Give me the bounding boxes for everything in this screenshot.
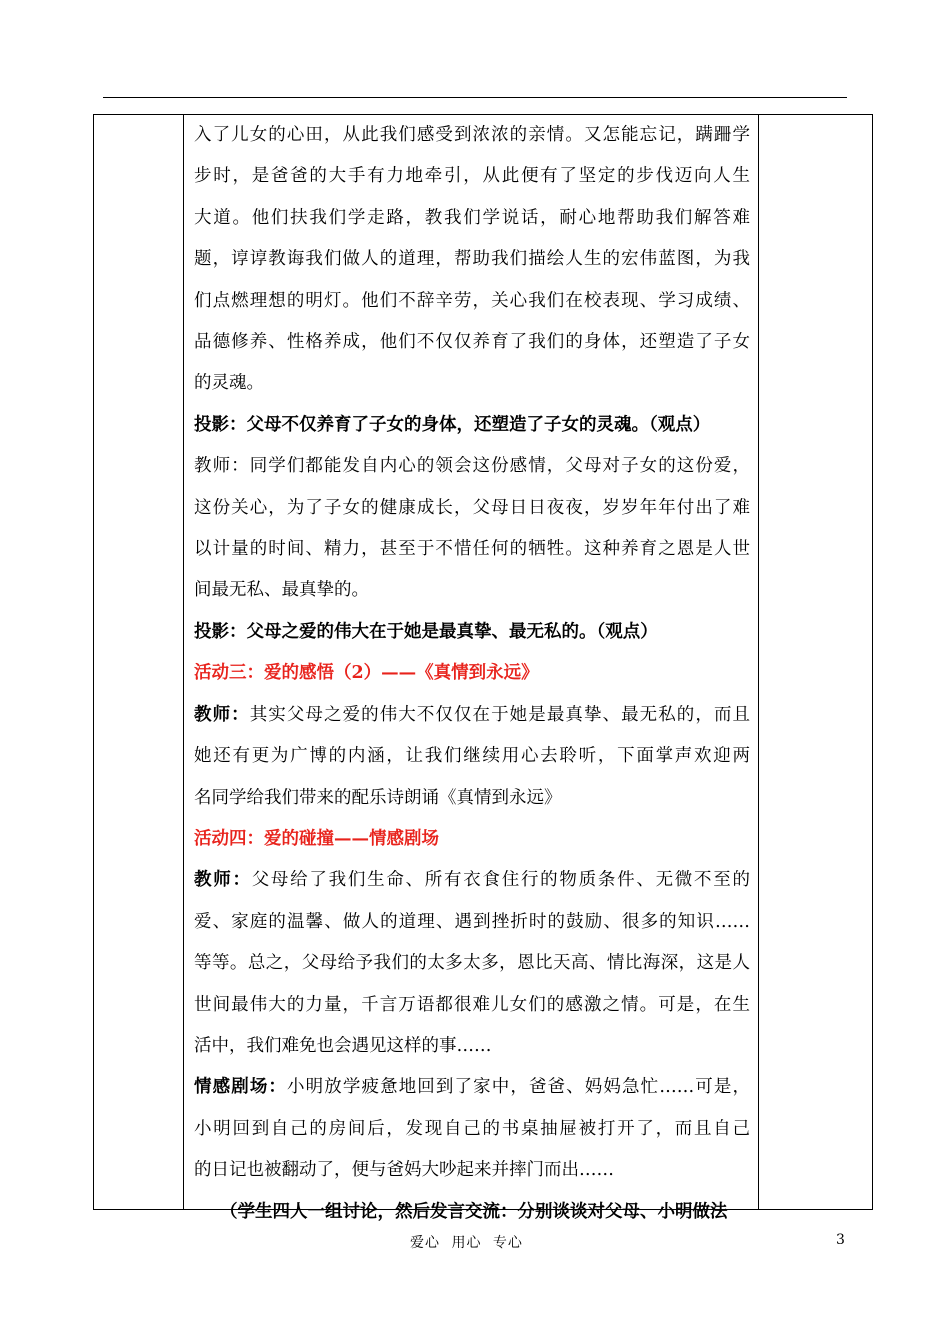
line-text: 世间最伟大的力量，千言万语都很难儿女们的感激之情。可是，在生 xyxy=(194,994,750,1015)
line-text: 等等。总之，父母给予我们的太多太多，恩比天高、情比海深，这是人 xyxy=(194,953,750,974)
line-text: 这份关心，为了子女的健康成长，父母日日夜夜，岁岁年年付出了难 xyxy=(194,497,750,518)
header-rule xyxy=(103,97,847,98)
line-text: 间最无私、最真挚的。 xyxy=(194,580,369,601)
line-text: 活中，我们难免也会遇见这样的事…… xyxy=(194,1035,492,1056)
text-line xyxy=(194,1192,750,1233)
line-text: 活动三：爱的感悟（2）——《真情到永远》 xyxy=(194,663,539,684)
paragraph-bold xyxy=(194,405,750,446)
speaker-label: 教师： xyxy=(194,870,252,891)
paragraph-bold xyxy=(194,612,750,653)
line-text: 入了儿女的心田，从此我们感受到浓浓的亲情。又怎能忘记，蹒跚学 xyxy=(194,125,750,145)
text-line xyxy=(194,1067,750,1108)
paragraph-red xyxy=(194,653,750,694)
text-line xyxy=(194,860,750,901)
text-line xyxy=(194,1150,750,1191)
text-line xyxy=(194,363,750,404)
text-line xyxy=(194,778,750,819)
text-line xyxy=(194,736,750,777)
page-number: 3 xyxy=(836,1232,845,1248)
line-text: 教师：同学们都能发自内心的领会这份感情，父母对子女的这份爱， xyxy=(194,456,750,477)
text-line xyxy=(194,819,750,860)
line-text: 父母给了我们生命、所有衣食住行的物质条件、无微不至的 xyxy=(251,870,751,891)
text-line xyxy=(194,902,750,943)
lesson-table xyxy=(93,114,873,1222)
line-text: 大道。他们扶我们学走路，教我们学说话，耐心地帮助我们解答难 xyxy=(194,207,750,228)
paragraph-red xyxy=(194,819,750,860)
speaker-label: 教师： xyxy=(194,704,250,725)
text-line xyxy=(194,570,750,611)
paragraph-normal xyxy=(194,115,750,405)
table-left-column xyxy=(94,115,184,1209)
page-footer xyxy=(0,1232,950,1254)
table-right-column xyxy=(758,115,872,1209)
line-text: 投影：父母不仅养育了子女的身体，还塑造了子女的灵魂。（观点） xyxy=(194,414,711,435)
text-line xyxy=(194,115,750,156)
text-line xyxy=(194,405,750,446)
text-line xyxy=(194,156,750,197)
table-content-column xyxy=(184,115,760,1222)
paragraph-lead xyxy=(194,860,750,1067)
paragraph-normal xyxy=(194,446,750,612)
paragraph-bold-indent xyxy=(194,1192,750,1233)
text-line xyxy=(194,239,750,280)
paragraph-lead xyxy=(194,695,750,819)
text-line xyxy=(194,653,750,694)
speaker-label: 情感剧场： xyxy=(194,1077,288,1098)
line-text: 爱、家庭的温馨、做人的道理、遇到挫折时的鼓励、很多的知识…… xyxy=(194,911,750,932)
text-line xyxy=(194,1026,750,1067)
text-line xyxy=(194,529,750,570)
text-line xyxy=(194,446,750,487)
line-text: 以计量的时间、精力，甚至于不惜任何的牺牲。这种养育之恩是人世 xyxy=(194,539,750,560)
line-text: 的日记也被翻动了，便与爸妈大吵起来并摔门而出…… xyxy=(194,1160,614,1181)
paragraph-lead xyxy=(194,1067,750,1191)
text-line xyxy=(194,985,750,1026)
line-text: 品德修养、性格养成，他们不仅仅养育了我们的身体，还塑造了子女 xyxy=(194,332,750,353)
text-line xyxy=(194,943,750,984)
text-line xyxy=(194,322,750,363)
text-line xyxy=(194,281,750,322)
text-line xyxy=(194,695,750,736)
line-text: 投影：父母之爱的伟大在于她是最真挚、最无私的。（观点） xyxy=(194,621,658,642)
line-text: 题，谆谆教诲我们做人的道理，帮助我们描绘人生的宏伟蓝图，为我 xyxy=(194,249,750,270)
text-line xyxy=(194,612,750,653)
text-line xyxy=(194,198,750,239)
line-text: 小明放学疲惫地回到了家中，爸爸、妈妈急忙……可是， xyxy=(287,1077,751,1098)
line-text: 小明回到自己的房间后，发现自己的书桌抽屉被打开了，而且自己 xyxy=(194,1118,750,1139)
line-text: 活动四：爱的碰撞——情感剧场 xyxy=(194,828,439,849)
line-text: 她还有更为广博的内涵，让我们继续用心去聆听，下面掌声欢迎两 xyxy=(194,746,750,767)
lesson-content xyxy=(194,115,750,1233)
text-line xyxy=(194,1109,750,1150)
footer-motto: 爱心 用心 专心 xyxy=(410,1235,523,1251)
line-text: 步时，是爸爸的大手有力地牵引，从此便有了坚定的步伐迈向人生 xyxy=(194,166,750,187)
line-text: 们点燃理想的明灯。他们不辞辛劳，关心我们在校表现、学习成绩、 xyxy=(194,290,750,311)
line-text: 其实父母之爱的伟大不仅仅在于她是最真挚、最无私的，而且 xyxy=(249,704,751,725)
line-text: （学生四人一组讨论，然后发言交流：分别谈谈对父母、小明做法 xyxy=(220,1201,728,1222)
line-text: 的灵魂。 xyxy=(194,373,264,394)
text-line xyxy=(194,488,750,529)
line-text: 名同学给我们带来的配乐诗朗诵《真情到永远》 xyxy=(194,787,562,808)
